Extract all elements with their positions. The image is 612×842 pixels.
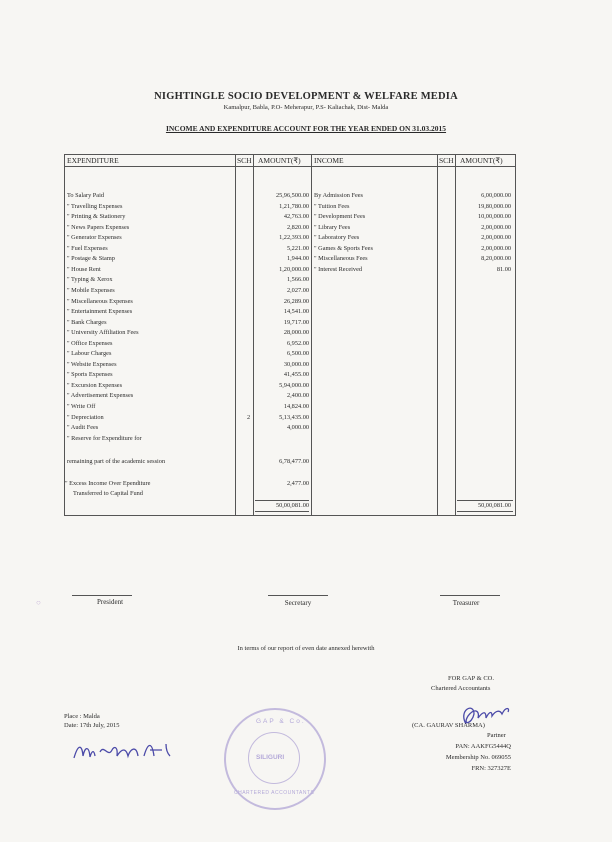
- treasurer-label: Treasurer: [452, 599, 480, 607]
- punch-mark: ○: [36, 598, 41, 607]
- expenditure-item-amount: 6,500.00: [286, 350, 309, 358]
- header-sch-income: SCH: [439, 156, 454, 165]
- income-item-label: " Games & Sports Fees: [314, 244, 373, 252]
- expenditure-item-amount: 42,763.00: [283, 213, 309, 221]
- income-item-label: " Tuition Fees: [314, 202, 350, 210]
- expenditure-item-label: " Depreciation: [67, 413, 104, 421]
- organization-address: Kamalpur, Babla, P.O- Meherapur, P.S- Kaliachak, Dist- Malda: [223, 104, 389, 111]
- expenditure-item-label: " Typing & Xerox: [67, 276, 113, 284]
- auditor-role: Partner: [487, 732, 506, 739]
- expenditure-item-amount: 14,541.00: [283, 308, 309, 316]
- header-sch: SCH: [237, 156, 252, 165]
- expenditure-item-amount: 1,944.00: [286, 255, 309, 263]
- expenditure-item-label: " Generator Expenses: [67, 234, 122, 242]
- header-income: INCOME: [314, 156, 344, 165]
- income-item-label: " Interest Received: [314, 265, 363, 273]
- expenditure-item-label: " Bank Charges: [67, 318, 107, 326]
- expenditure-item-amount: 1,21,780.00: [279, 202, 309, 210]
- expenditure-item-amount: 2,027.00: [286, 286, 309, 294]
- expenditure-item-label: " Fuel Expenses: [67, 244, 108, 252]
- header-amount-income: AMOUNT(₹): [460, 156, 503, 165]
- income-expenditure-table: [64, 154, 516, 516]
- expenditure-item-amount: 5,221.00: [286, 244, 309, 252]
- auditor-stamp: GAP & Co. SILIGURI CHARTERED ACCOUNTANTS: [224, 708, 326, 810]
- expenditure-item-label: " Miscellaneous Expenses: [67, 297, 133, 305]
- expenditure-item-label: " Travelling Expenses: [67, 202, 123, 210]
- income-item-amount: 19,80,000.00: [477, 202, 511, 210]
- header-expenditure: EXPENDITURE: [67, 156, 119, 165]
- expenditure-item-label: " Audit Fees: [67, 424, 99, 432]
- expenditure-item-label: " Write Off: [67, 403, 96, 410]
- expenditure-item-label: To Salary Paid: [67, 192, 104, 199]
- auditor-pan: PAN: AAKFG5444Q: [455, 743, 511, 750]
- auditor-designation: Chartered Accountants: [431, 685, 491, 692]
- income-item-label: By Admission Fees: [314, 192, 363, 199]
- income-item-label: " Laboratory Fees: [314, 234, 360, 242]
- excess-amount: 2,477.00: [286, 480, 309, 487]
- income-item-label: " Miscellaneous Fees: [314, 255, 368, 263]
- income-item-amount: 10,00,000.00: [477, 213, 511, 221]
- auditor-firm: FOR GAP & CO.: [448, 675, 494, 682]
- handwritten-signature-left: [70, 738, 190, 769]
- expenditure-item-sch: 2: [247, 413, 251, 421]
- expenditure-item-label: " University Affiliation Fees: [67, 329, 139, 337]
- income-item-label: " Library Fees: [314, 223, 351, 231]
- expenditure-item-label: " Postage & Stamp: [67, 255, 115, 263]
- expenditure-item-label: " Entertainment Expenses: [67, 308, 133, 316]
- expenditure-item-amount: 25,96,500.00: [275, 192, 309, 199]
- expenditure-item-label: " Labour Charges: [67, 350, 112, 358]
- expenditure-item-amount: 30,000.00: [283, 360, 309, 368]
- auditor-name: (CA. GAURAV SHARMA): [412, 722, 485, 729]
- expenditure-item-label: " Mobile Expenses: [67, 286, 115, 294]
- income-item-amount: 2,00,000.00: [481, 234, 511, 242]
- expenditure-item-amount: 6,952.00: [286, 339, 309, 347]
- expenditure-item-label: " Sports Expenses: [67, 371, 113, 379]
- expenditure-item-label: " Reserve for Expenditure for: [67, 434, 142, 442]
- expenditure-item-label: " Website Expenses: [67, 360, 117, 368]
- report-note: In terms of our report of even date annexed herewith: [237, 645, 375, 652]
- expenditure-item-amount: 2,400.00: [286, 392, 309, 400]
- expenditure-item-amount: 28,000.00: [283, 329, 309, 337]
- expenditure-item-amount: 1,20,000.00: [279, 265, 309, 273]
- expenditure-total: 50,00,081.00: [275, 502, 309, 509]
- expenditure-item-amount: 41,455.00: [283, 371, 309, 379]
- income-item-amount: 81.00: [496, 265, 511, 273]
- expenditure-item-amount: 4,000.00: [286, 424, 309, 432]
- excess-line-2: Transferred to Capital Fund: [73, 490, 143, 497]
- expenditure-item-label: " Advertisement Expenses: [67, 392, 134, 400]
- expenditure-item-amount: 1,566.00: [286, 276, 309, 284]
- expenditure-item-amount: 5,94,000.00: [279, 381, 309, 389]
- expenditure-item-label: " Printing & Stationery: [67, 213, 126, 221]
- expenditure-item-amount: 14,824.00: [283, 403, 309, 410]
- statement-title: INCOME AND EXPENDITURE ACCOUNT FOR THE YEAR ENDED ON 31.03.2015: [165, 124, 447, 133]
- excess-line-1: " Excess Income Over Ependiture: [65, 480, 151, 487]
- income-item-amount: 8,20,000.00: [481, 255, 511, 263]
- expenditure-item-amount: 19,717.00: [283, 318, 309, 326]
- reserve-amount: 6,78,477.00: [279, 458, 309, 465]
- income-item-amount: 6,00,000.00: [481, 192, 511, 199]
- organization-name: NIGHTINGLE SOCIO DEVELOPMENT & WELFARE MEDIA: [154, 91, 458, 102]
- expenditure-item-amount: 26,289.00: [283, 297, 309, 305]
- president-label: President: [96, 598, 124, 606]
- secretary-label: Secretary: [284, 599, 312, 607]
- expenditure-item-amount: 2,820.00: [286, 223, 309, 231]
- expenditure-item-amount: 1,22,393.00: [279, 234, 309, 242]
- income-item-amount: 2,00,000.00: [481, 223, 511, 231]
- expenditure-item-label: " Office Expenses: [67, 339, 113, 347]
- date: Date: 17th July, 2015: [64, 722, 120, 729]
- expenditure-item-label: " House Rent: [67, 265, 101, 273]
- header-amount: AMOUNT(₹): [258, 156, 301, 165]
- income-item-amount: 2,00,000.00: [481, 244, 511, 252]
- income-item-label: " Development Fees: [314, 213, 366, 221]
- expenditure-item-label: " Excursion Expenses: [67, 381, 123, 389]
- auditor-frn: FRN: 327327E: [471, 765, 511, 772]
- income-total: 50,00,081.00: [477, 502, 511, 509]
- auditor-membership: Membership No. 069055: [445, 754, 511, 761]
- expenditure-item-amount: 5,13,435.00: [279, 413, 309, 421]
- place: Place : Malda: [64, 713, 100, 720]
- reserve-line-2: remaining part of the academic session: [67, 458, 166, 465]
- expenditure-item-label: " News Papers Expenses: [67, 223, 130, 231]
